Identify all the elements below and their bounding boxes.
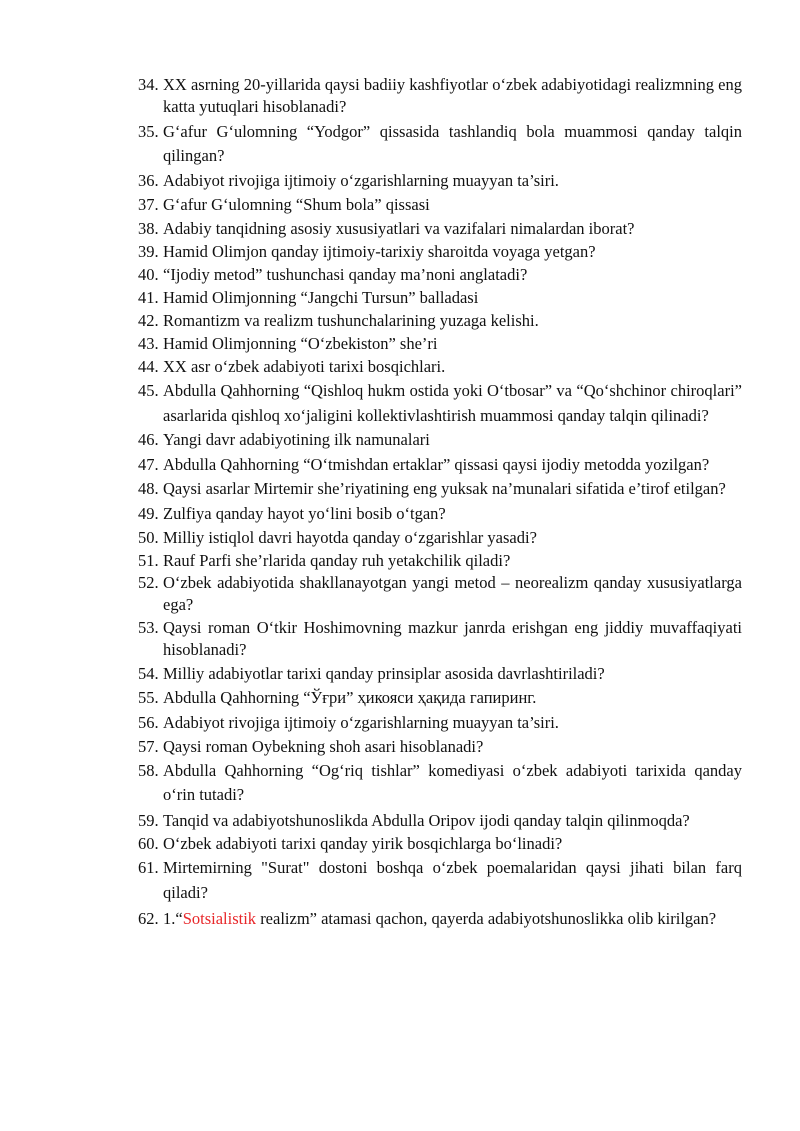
list-item — [138, 617, 742, 661]
item-text-rest: realizm” atamasi qachon, qayerda adabiyotshunoslikka olib kirilgan? — [256, 908, 717, 928]
item-number: 45. — [138, 381, 159, 400]
item-text: Mirtemirning "Surat" dostoni boshqa o‘zbek poemalaridan qaysi jihati bilan farq qiladi? — [163, 857, 742, 902]
highlighted-word: Sotsialistik — [182, 908, 257, 928]
list-item — [138, 309, 742, 332]
list-item — [138, 526, 742, 549]
list-item — [138, 832, 742, 855]
item-number: 38. — [138, 219, 159, 238]
list-item — [138, 263, 742, 286]
item-text: Zulfiya qanday hayot yo‘lini bosib o‘tgan? — [163, 503, 446, 523]
item-text: Rauf Parfi she’rlarida qanday ruh yetakchilik qiladi? — [163, 550, 511, 570]
item-text: Adabiyot rivojiga ijtimoiy o‘zgarishlarning muayyan ta’siri. — [163, 171, 559, 190]
list-item — [138, 332, 742, 355]
item-text: Hamid Olimjon qanday ijtimoiy-tarixiy sharoitda voyaga yetgan? — [163, 242, 596, 261]
item-text: “Ijodiy metod” tushunchasi qanday ma’noni anglatadi? — [163, 265, 528, 284]
item-text: Abdulla Qahhorning “Ўғри” ҳикояси ҳақида гапиринг. — [163, 687, 537, 707]
list-item — [138, 855, 742, 905]
item-prefix: 1.“ — [163, 908, 183, 928]
item-number: 54. — [138, 663, 159, 683]
item-number: 62. — [138, 908, 159, 928]
list-item — [138, 549, 742, 572]
item-text: Qaysi asarlar Mirtemir she’riyatining eng yuksak na’munalari sifatida e’tirof etilgan? — [163, 479, 726, 498]
item-number: 47. — [138, 454, 159, 474]
item-number: 41. — [138, 288, 159, 307]
list-item — [138, 74, 742, 118]
item-number: 55. — [138, 687, 159, 707]
item-number: 57. — [138, 736, 159, 756]
item-text: O‘zbek adabiyotida shakllanayotgan yangi metod – neorealizm qanday xususiyatlarga ega? — [163, 572, 742, 614]
list-item — [138, 286, 742, 309]
item-text: G‘afur G‘ulomning “Shum bola” qissasi — [163, 195, 430, 214]
item-number: 43. — [138, 334, 159, 353]
list-item — [138, 759, 742, 807]
list-item — [138, 217, 742, 240]
item-text: XX asrning 20-yillarida qaysi badiiy kashfiyotlar o‘zbek adabiyotidagi realizmning eng katta yutuqlari hisoblanadi? — [163, 75, 742, 116]
item-number: 35. — [138, 122, 159, 141]
item-number: 52. — [138, 572, 159, 592]
item-number: 48. — [138, 479, 159, 498]
list-item — [138, 710, 742, 735]
item-number: 51. — [138, 550, 159, 570]
item-number: 60. — [138, 833, 159, 853]
item-number: 56. — [138, 712, 159, 732]
item-number: 40. — [138, 265, 159, 284]
item-number: 36. — [138, 171, 159, 190]
question-list — [138, 74, 742, 930]
item-number: 58. — [138, 760, 159, 780]
list-item — [138, 572, 742, 616]
item-number: 61. — [138, 857, 159, 877]
list-item — [138, 907, 742, 930]
list-item — [138, 810, 742, 832]
item-text: Abdulla Qahhorning “Og‘riq tishlar” komediyasi o‘zbek adabiyoti tarixida qanday o‘rin tutadi? — [163, 760, 742, 804]
item-text: Adabiy tanqidning asosiy xususiyatlari va vazifalari nimalardan iborat? — [163, 219, 635, 238]
item-number: 46. — [138, 430, 159, 449]
list-item — [138, 735, 742, 759]
item-number: 37. — [138, 195, 159, 214]
item-text: Hamid Olimjonning “O‘zbekiston” she’ri — [163, 334, 438, 353]
item-text: O‘zbek adabiyoti tarixi qanday yirik bosqichlarga bo‘linadi? — [163, 833, 563, 853]
item-text: Abdulla Qahhorning “Qishloq hukm ostida yoki O‘tbosar” va “Qo‘shchinor chiroqlari” asarlarida qishloq xo‘jaligini kollektivlashtirish muammosi qanday talqin qilinadi? — [163, 381, 742, 425]
list-item — [138, 120, 742, 168]
item-text: Milliy adabiyotlar tarixi qanday prinsiplar asosida davrlashtiriladi? — [163, 663, 605, 683]
item-text: G‘afur G‘ulomning “Yodgor” qissasida tashlandiq bola muammosi qanday talqin qilingan? — [163, 122, 742, 165]
list-item — [138, 477, 742, 502]
item-text: Yangi davr adabiyotining ilk namunalari — [163, 430, 430, 449]
item-text — [163, 907, 742, 930]
item-text: XX asr o‘zbek adabiyoti tarixi bosqichlari. — [163, 357, 446, 376]
item-number: 42. — [138, 311, 159, 330]
item-number: 34. — [138, 75, 159, 94]
list-item — [138, 453, 742, 478]
list-item — [138, 502, 742, 526]
item-text: Qaysi roman O‘tkir Hoshimovning mazkur janrda erishgan eng jiddiy muvaffaqiyati hisoblanadi? — [163, 617, 742, 659]
item-text: Romantizm va realizm tushunchalarining yuzaga kelishi. — [163, 311, 539, 330]
item-text: Tanqid va adabiyotshunoslikda Abdulla Oripov ijodi qanday talqin qilinmoqda? — [163, 810, 690, 830]
list-item — [138, 355, 742, 379]
item-text: Hamid Olimjonning “Jangchi Tursun” balladasi — [163, 288, 479, 307]
list-item — [138, 379, 742, 428]
item-number: 50. — [138, 527, 159, 547]
list-item — [138, 193, 742, 217]
item-text: Abdulla Qahhorning “O‘tmishdan ertaklar” qissasi qaysi ijodiy metodda yozilgan? — [163, 454, 710, 474]
list-item — [138, 662, 742, 685]
item-number: 53. — [138, 617, 159, 637]
item-number: 49. — [138, 503, 159, 523]
list-item — [138, 240, 742, 263]
list-item — [138, 428, 742, 453]
item-number: 44. — [138, 357, 159, 376]
item-text: Qaysi roman Oybekning shoh asari hisoblanadi? — [163, 736, 484, 756]
item-number: 39. — [138, 242, 159, 261]
list-item — [138, 685, 742, 710]
item-number: 59. — [138, 810, 159, 830]
list-item — [138, 169, 742, 193]
item-text: Adabiyot rivojiga ijtimoiy o‘zgarishlarning muayyan ta’siri. — [163, 712, 559, 732]
item-text: Milliy istiqlol davri hayotda qanday o‘zgarishlar yasadi? — [163, 527, 537, 547]
